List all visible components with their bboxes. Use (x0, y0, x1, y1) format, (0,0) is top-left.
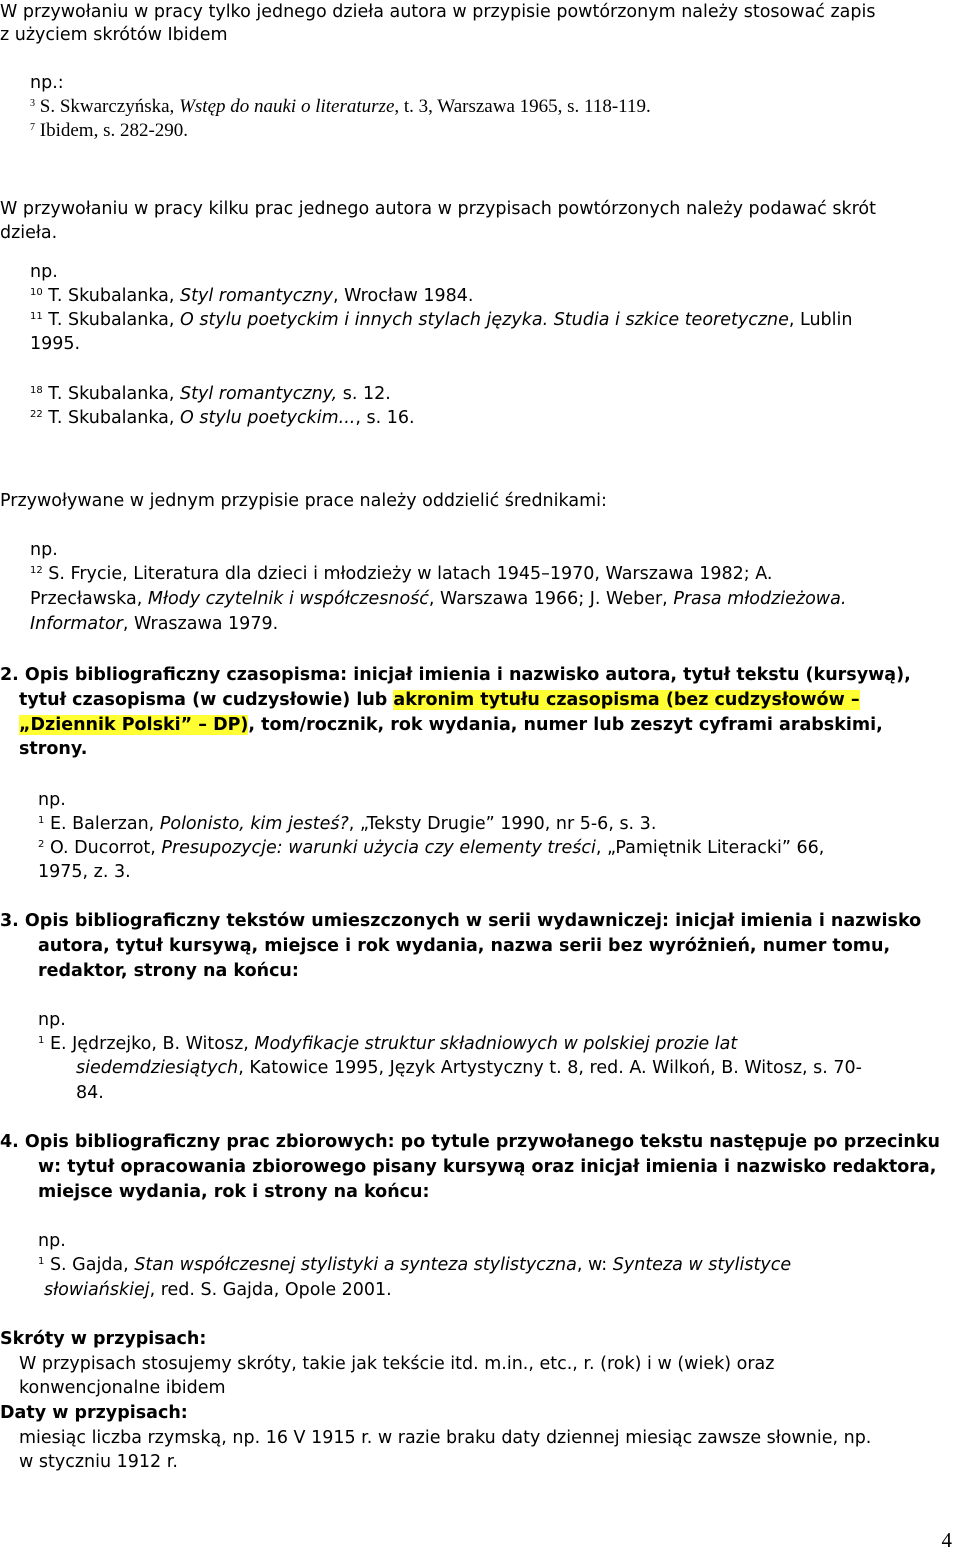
paragraph-line: dzieła. (0, 223, 58, 243)
abbreviations-line: W przypisach stosujemy skróty, takie jak tekście itd. m.in., etc., r. (rok) i w (wiek) oraz (19, 1354, 775, 1374)
footnote-continuation: 1995. (30, 334, 81, 354)
footnote-continuation: 1975, z. 3. (38, 862, 131, 882)
section-text: Opis bibliograficzny prac zbiorowych: po tytule przywołanego tekstu następuje po przecinku (18, 1132, 940, 1152)
footnote-text: , w: (576, 1255, 613, 1275)
footnote-continuation (76, 1057, 862, 1079)
footnote-title: Synteza w stylistyce (612, 1255, 792, 1275)
footnote-text: , Warszawa 1966; J. Weber, (428, 589, 674, 609)
example-label: np. (30, 262, 58, 282)
footnote-example (30, 309, 852, 331)
footnote-title: Styl romantyczny (180, 286, 334, 306)
example-label: np.: (30, 73, 64, 93)
footnote-text: E. Balerzan, (44, 814, 160, 834)
section-line: w: tytuł opracowania zbiorowego pisany kursywą oraz inicjał imienia i nazwisko redaktora, (38, 1157, 937, 1177)
footnote-text: , red. S. Gajda, Opole 2001. (149, 1280, 392, 1300)
footnote-text: , Wrocław 1984. (333, 286, 474, 306)
footnote-text: E. Jędrzejko, B. Witosz, (44, 1034, 255, 1054)
section-line: redaktor, strony na końcu: (38, 961, 299, 981)
footnote-text: Przecławska, (30, 589, 148, 609)
abbreviations-heading: Skróty w przypisach: (0, 1329, 207, 1349)
footnote-title: słowiańskiej (44, 1280, 150, 1300)
footnote-number: 3 (30, 98, 35, 109)
dates-line: w styczniu 1912 r. (19, 1452, 178, 1472)
footnote-text: , Katowice 1995, Język Artystyczny t. 8, red. A. Wilkoń, B. Witosz, s. 70- (238, 1058, 862, 1078)
footnote-number: 7 (30, 122, 35, 133)
footnote-text: , s. 16. (355, 408, 415, 428)
section-number: 3. (0, 911, 19, 931)
abbreviations-line: konwencjonalne ibidem (19, 1378, 226, 1398)
footnote-title: Styl romantyczny, (180, 384, 338, 404)
footnote-title: O stylu poetyckim i innych stylach języka. Studia i szkice teoretyczne (180, 310, 789, 330)
page-number: 4 (941, 1528, 952, 1552)
highlighted-text: „Dziennik Polski” – DP) (19, 715, 249, 735)
section-line: strony. (19, 739, 88, 759)
footnote-title: O stylu poetyckim... (180, 408, 356, 428)
footnote-text: T. Skubalanka, (42, 408, 181, 428)
footnote-title: Modyfikacje struktur składniowych w polskiej prozie lat (254, 1034, 738, 1054)
footnote-text: O. Ducorrot, (44, 838, 162, 858)
footnote-continuation (30, 613, 278, 635)
dates-heading: Daty w przypisach: (0, 1403, 188, 1423)
highlighted-text: akronim tytułu czasopisma (bez cudzysłowów – (393, 690, 860, 710)
footnote-continuation: 84. (76, 1083, 104, 1103)
section-text: Opis bibliograficzny czasopisma: inicjał imienia i nazwisko autora, tytuł tekstu (kursywą), (18, 665, 911, 685)
footnote-text: T. Skubalanka, (42, 286, 181, 306)
footnote-continuation (30, 588, 846, 610)
footnote-example (30, 383, 391, 405)
footnote-continuation (44, 1279, 392, 1301)
example-label: np. (38, 790, 66, 810)
footnote-example (38, 1254, 791, 1276)
section-number: 2. (0, 665, 19, 685)
paragraph-line: W przywołaniu w pracy kilku prac jednego autora w przypisach powtórzonych należy podawać skrót (0, 199, 876, 219)
footnote-example (30, 407, 415, 429)
intro-line-1: W przywołaniu w pracy tylko jednego dzieła autora w przypisie powtórzonym należy stosować zapis (0, 2, 876, 22)
section-line (19, 689, 860, 711)
footnote-example (30, 120, 188, 142)
footnote-title: Presupozycje: warunki użycia czy elementy treści (161, 838, 596, 858)
example-label: np. (38, 1010, 66, 1030)
footnote-example (38, 1033, 737, 1055)
footnote-number: 22 (30, 409, 43, 420)
footnote-title: Informator (30, 614, 123, 634)
footnote-title: siedemdziesiątych (76, 1058, 239, 1078)
footnote-number: 1 (38, 1035, 45, 1046)
section-text: Opis bibliograficzny tekstów umieszczonych w serii wydawniczej: inicjał imienia i nazwisko (18, 911, 922, 931)
footnote-text: , Wraszawa 1979. (122, 614, 279, 634)
footnote-example (30, 96, 651, 118)
footnote-title: Wstęp do nauki o literaturze (179, 96, 395, 117)
footnote-text: T. Skubalanka, (42, 384, 181, 404)
example-label: np. (30, 540, 58, 560)
footnote-text: s. 12. (337, 384, 391, 404)
section-heading-2 (0, 664, 911, 686)
footnote-text: , t. 3, Warszawa 1965, s. 118-119. (394, 96, 651, 117)
footnote-number: 2 (38, 839, 45, 850)
footnote-title: Prasa młodzieżowa. (673, 589, 847, 609)
section-line: miejsce wydania, rok i strony na końcu: (38, 1182, 430, 1202)
footnote-text: , Lublin (788, 310, 853, 330)
footnote-number: 1 (38, 815, 45, 826)
footnote-text: , „Teksty Drugie” 1990, nr 5-6, s. 3. (348, 814, 657, 834)
section-number: 4. (0, 1132, 19, 1152)
footnote-title: Polonisto, kim jesteś? (159, 814, 349, 834)
footnote-text: T. Skubalanka, (42, 310, 181, 330)
footnote-text: S. Frycie, Literatura dla dzieci i młodzieży w latach 1945–1970, Warszawa 1982; A. (42, 564, 773, 584)
dates-line: miesiąc liczba rzymską, np. 16 V 1915 r. w razie braku daty dziennej miesiąc zawsze słownie, np. (19, 1428, 872, 1448)
footnote-example (38, 837, 824, 859)
section-heading-4 (0, 1131, 940, 1153)
footnote-number: 12 (30, 565, 43, 576)
footnote-number: 18 (30, 385, 43, 396)
footnote-number: 11 (30, 311, 43, 322)
section-line (19, 714, 883, 736)
footnote-title: Młody czytelnik i współczesność (147, 589, 429, 609)
footnote-example (38, 813, 656, 835)
section-text: , tom/rocznik, rok wydania, numer lub zeszyt cyframi arabskimi, (248, 715, 883, 735)
footnote-example (30, 563, 772, 585)
example-label: np. (38, 1231, 66, 1251)
section-heading-3 (0, 910, 921, 932)
footnote-text: S. Gajda, (44, 1255, 135, 1275)
section-line: autora, tytuł kursywą, miejsce i rok wydania, nazwa serii bez wyróżnień, numer tomu, (38, 936, 891, 956)
footnote-title: Stan współczesnej stylistyki a synteza stylistyczna (134, 1255, 577, 1275)
footnote-text: Ibidem, s. 282-290. (35, 120, 189, 141)
intro-line-2: z użyciem skrótów Ibidem (0, 25, 228, 45)
footnote-example (30, 285, 473, 307)
footnote-text: , „Pamiętnik Literacki” 66, (595, 838, 825, 858)
footnote-number: 10 (30, 287, 43, 298)
paragraph-line: Przywoływane w jednym przypisie prace należy oddzielić średnikami: (0, 491, 607, 511)
footnote-text: S. Skwarczyńska, (35, 96, 180, 117)
section-text: tytuł czasopisma (w cudzysłowie) lub (19, 690, 394, 710)
footnote-number: 1 (38, 1256, 45, 1267)
